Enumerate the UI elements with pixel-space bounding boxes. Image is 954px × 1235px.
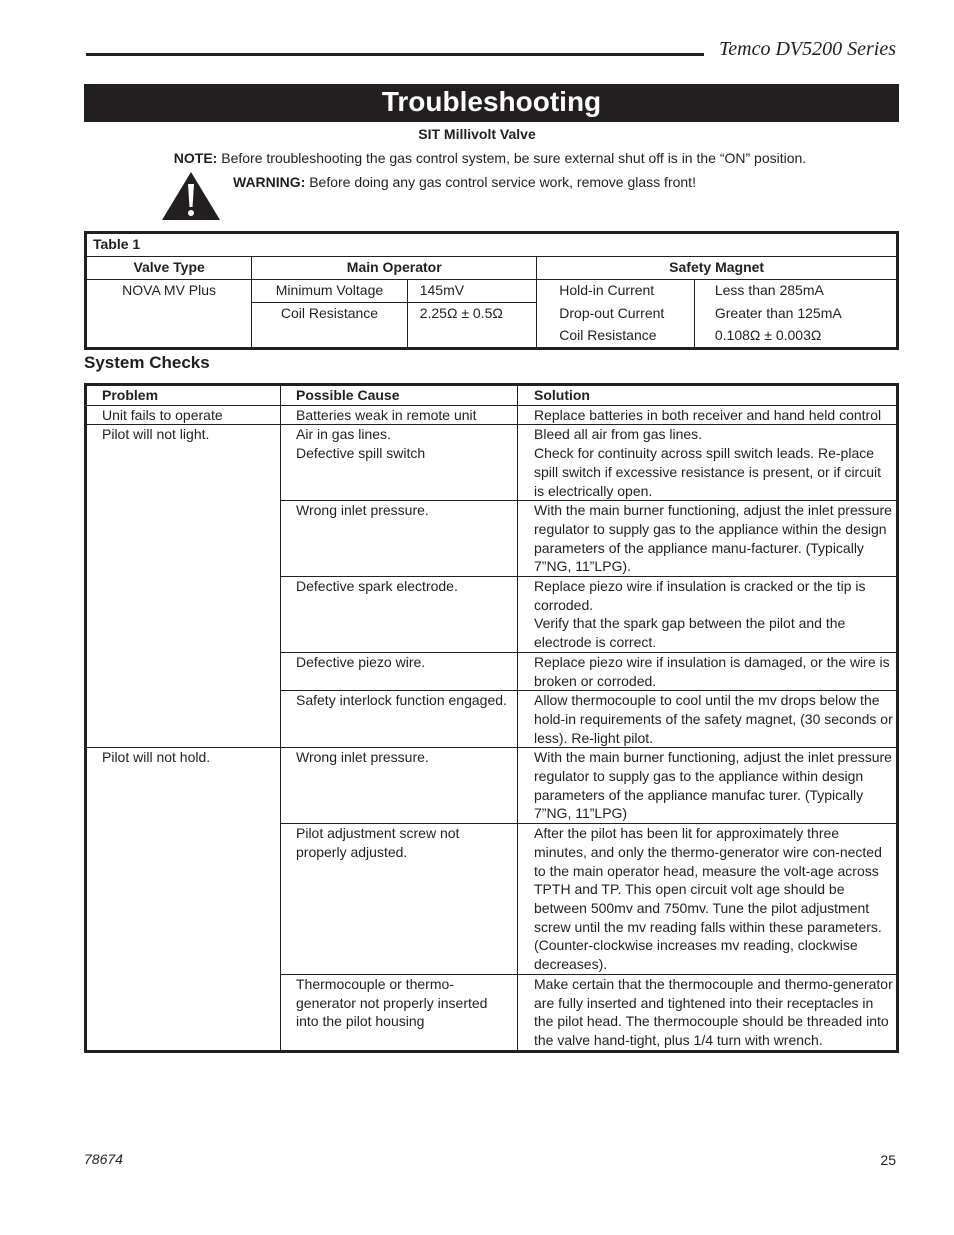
warning-text [233,174,696,190]
warning-triangle-icon [160,170,222,222]
table-row [86,405,898,425]
table-row [86,748,898,824]
header-main-operator: Main Operator [252,257,537,280]
section-subtitle: SIT Millivolt Valve [418,126,536,142]
table-row [86,652,898,690]
main-op-value: 2.25Ω ± 0.5Ω [407,303,537,349]
solution-cell: After the pilot has been lit for approximately three minutes, and only the thermo-generator wire con-nected to the main operator head, measure the volt-age across TPTH and TP. This open circuit volt age should be between 500mv and 750mv. Tune the pilot adjustment screw until the mv reading falls within these parameters. (Counter-clockwise increases mv reading, clockwise decreases). [518,824,898,975]
cause-cell: Batteries weak in remote unit [281,405,518,425]
problem-cell [86,691,281,748]
header-valve-type: Valve Type [86,257,252,280]
solution-cell: Replace batteries in both receiver and hand held control [518,405,898,425]
problem-cell [86,577,281,653]
solution-cell: Replace piezo wire if insulation is damaged, or the wire is broken or corroded. [518,652,898,690]
magnet-label: Coil Resistance [537,325,695,349]
header-safety-magnet: Safety Magnet [537,257,898,280]
problem-cell [86,824,281,975]
valve-spec-table [84,231,899,350]
valve-type-value: NOVA MV Plus [86,280,252,349]
problem-cell: Unit fails to operate [86,405,281,425]
problem-cell [86,652,281,690]
solution-cell: Make certain that the thermocouple and thermo-generator are fully inserted and tightened into their receptacles in the pilot head. The thermocouple should be threaded into the valve hand-tight, plus 1/4 turn with wrench. [518,974,898,1051]
page-title: Troubleshooting [84,84,899,122]
table-row [86,824,898,975]
cause-cell: Safety interlock function engaged. [281,691,518,748]
cause-cell: Thermocouple or thermo-generator not properly inserted into the pilot housing [281,974,518,1051]
warning-body: Before doing any gas control service work, remove glass front! [305,174,696,190]
note-body: Before troubleshooting the gas control system, be sure external shut off is in the “ON” position. [217,150,807,166]
problem-cell [86,501,281,577]
table-row [86,974,898,1051]
main-op-label: Coil Resistance [252,303,408,349]
table1-caption: Table 1 [86,233,898,257]
cause-cell: Wrong inlet pressure. [281,748,518,824]
magnet-value: Greater than 125mA [694,303,897,325]
header-cause: Possible Cause [281,385,518,406]
system-checks-table [84,383,899,1053]
cause-cell: Pilot adjustment screw not properly adjusted. [281,824,518,975]
header-rule [86,53,704,56]
solution-cell: Replace piezo wire if insulation is cracked or the tip is corroded. Verify that the spark gap between the pilot and the electrode is correct. [518,577,898,653]
solution-cell: With the main burner functioning, adjust the inlet pressure regulator to supply gas to the appliance within the design parameters of the appliance manu-facturer. (Typically 7”NG, 11”LPG). [518,501,898,577]
table-row [86,444,898,501]
cause-cell: Air in gas lines. [281,425,518,444]
solution-cell: Check for continuity across spill switch leads. Re-place spill switch if excessive resistance is present, or if circuit is electrically open. [518,444,898,501]
main-op-label: Minimum Voltage [252,280,408,303]
magnet-value: Less than 285mA [694,280,897,303]
solution-cell: Bleed all air from gas lines. [518,425,898,444]
cause-cell: Defective spark electrode. [281,577,518,653]
series-title: Temco DV5200 Series [718,38,896,60]
page-number: 25 [880,1152,896,1168]
header-solution: Solution [518,385,898,406]
problem-cell [86,444,281,501]
note-text [0,150,954,166]
solution-cell: With the main burner functioning, adjust the inlet pressure regulator to supply gas to the appliance within design parameters of the appliance manufac turer. (Typically 7”NG, 11”LPG) [518,748,898,824]
note-label: NOTE: [173,150,218,166]
table-row [86,501,898,577]
cause-cell: Defective piezo wire. [281,652,518,690]
table-row [86,577,898,653]
cause-cell: Defective spill switch [281,444,518,501]
magnet-value: 0.108Ω ± 0.003Ω [694,325,897,349]
table-row [86,691,898,748]
problem-cell: Pilot will not light. [86,425,281,444]
problem-cell [86,974,281,1051]
magnet-label: Hold-in Current [537,280,695,303]
document-number: 78674 [84,1151,123,1167]
header-problem: Problem [86,385,281,406]
system-checks-heading: System Checks [84,353,210,372]
problem-cell: Pilot will not hold. [86,748,281,824]
main-op-value: 145mV [407,280,537,303]
cause-cell: Wrong inlet pressure. [281,501,518,577]
magnet-label: Drop-out Current [537,303,695,325]
solution-cell: Allow thermocouple to cool until the mv drops below the hold-in requirements of the safety magnet, (30 seconds or less). Re-light pilot. [518,691,898,748]
warning-label: WARNING: [233,174,306,190]
table-row [86,425,898,444]
